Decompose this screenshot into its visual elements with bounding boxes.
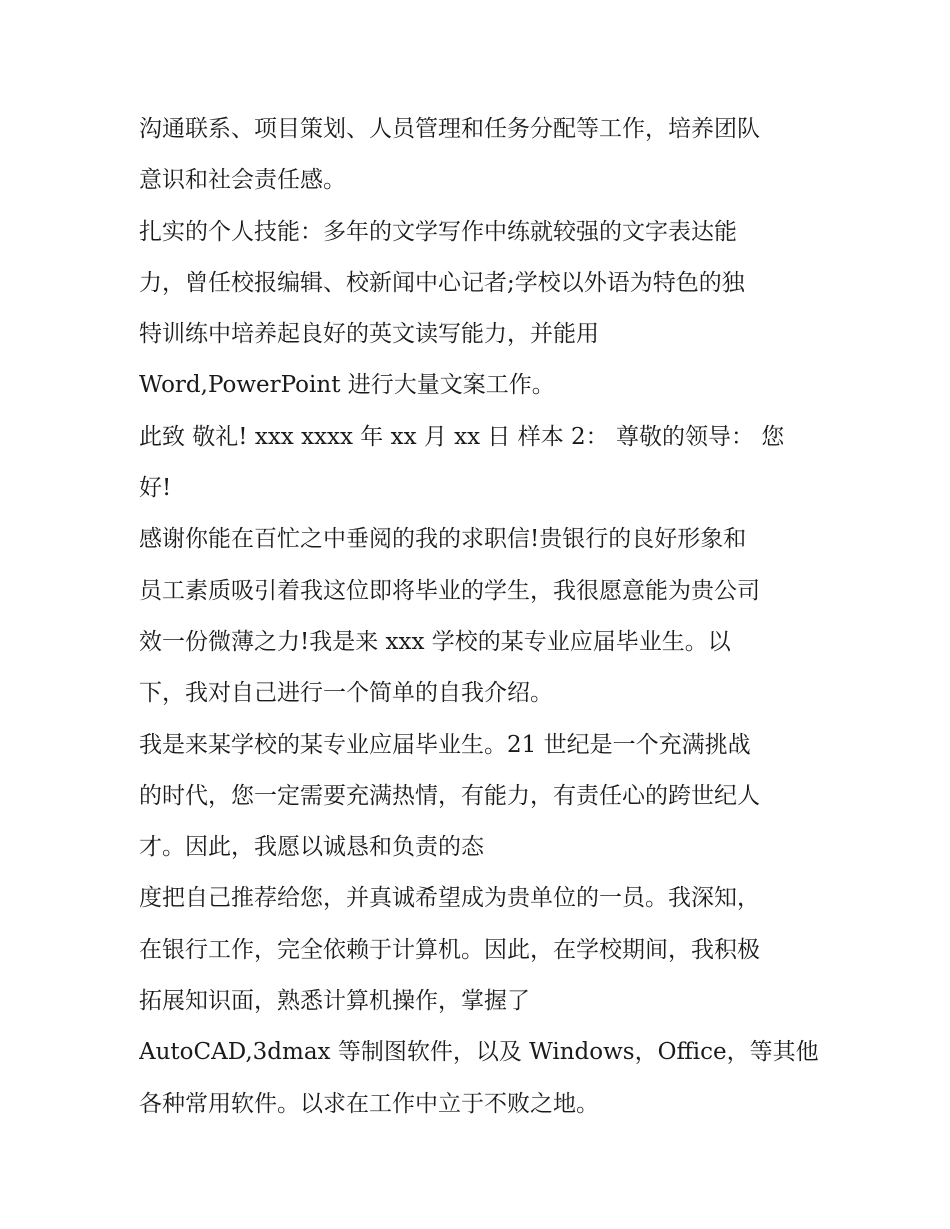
text-line: 意识和社会责任感。 [139,167,346,194]
text-line: 度把自己推荐给您，并真诚希望成为贵单位的一员。我深知， [139,885,760,912]
text-line: 好! [139,475,172,502]
text-line: 才。因此，我愿以诚恳和负责的态 [139,834,484,861]
text-line: 我是来某学校的某专业应届毕业生。21 世纪是一个充满挑战 [139,731,751,758]
text-line: 扎实的个人技能：多年的文学写作中练就较强的文字表达能 [139,218,737,245]
text-line: 此致 敬礼! xxx xxxx 年 xx 月 xx 日 样本 2： 尊敬的领导： 您 [139,423,785,450]
text-line: 的时代，您一定需要充满热情，有能力，有责任心的跨世纪人 [139,782,760,809]
text-line: 员工素质吸引着我这位即将毕业的学生，我很愿意能为贵公司 [139,577,760,604]
text-line: 感谢你能在百忙之中垂阅的我的求职信!贵银行的良好形象和 [139,526,747,553]
text-line: 沟通联系、项目策划、人员管理和任务分配等工作，培养团队 [139,116,760,142]
text-line: Word,PowerPoint 进行大量文案工作。 [139,372,555,399]
text-line: AutoCAD,3dmax 等制图软件，以及 Windows，Office，等其他 [139,1039,819,1066]
text-line: 各种常用软件。以求在工作中立于不败之地。 [139,1090,599,1117]
text-line: 拓展知识面，熟悉计算机操作，掌握了 [139,988,530,1015]
document-body [139,104,829,1130]
text-line: 效一份微薄之力!我是来 xxx 学校的某专业应届毕业生。以 [139,628,731,655]
text-line: 特训练中培养起良好的英文读写能力，并能用 [139,321,599,348]
text-line: 在银行工作，完全依赖于计算机。因此，在学校期间，我积极 [139,936,760,963]
text-line: 下，我对自己进行一个简单的自我介绍。 [139,680,553,707]
text-line: 力，曾任校报编辑、校新闻中心记者;学校以外语为特色的独 [139,269,745,296]
